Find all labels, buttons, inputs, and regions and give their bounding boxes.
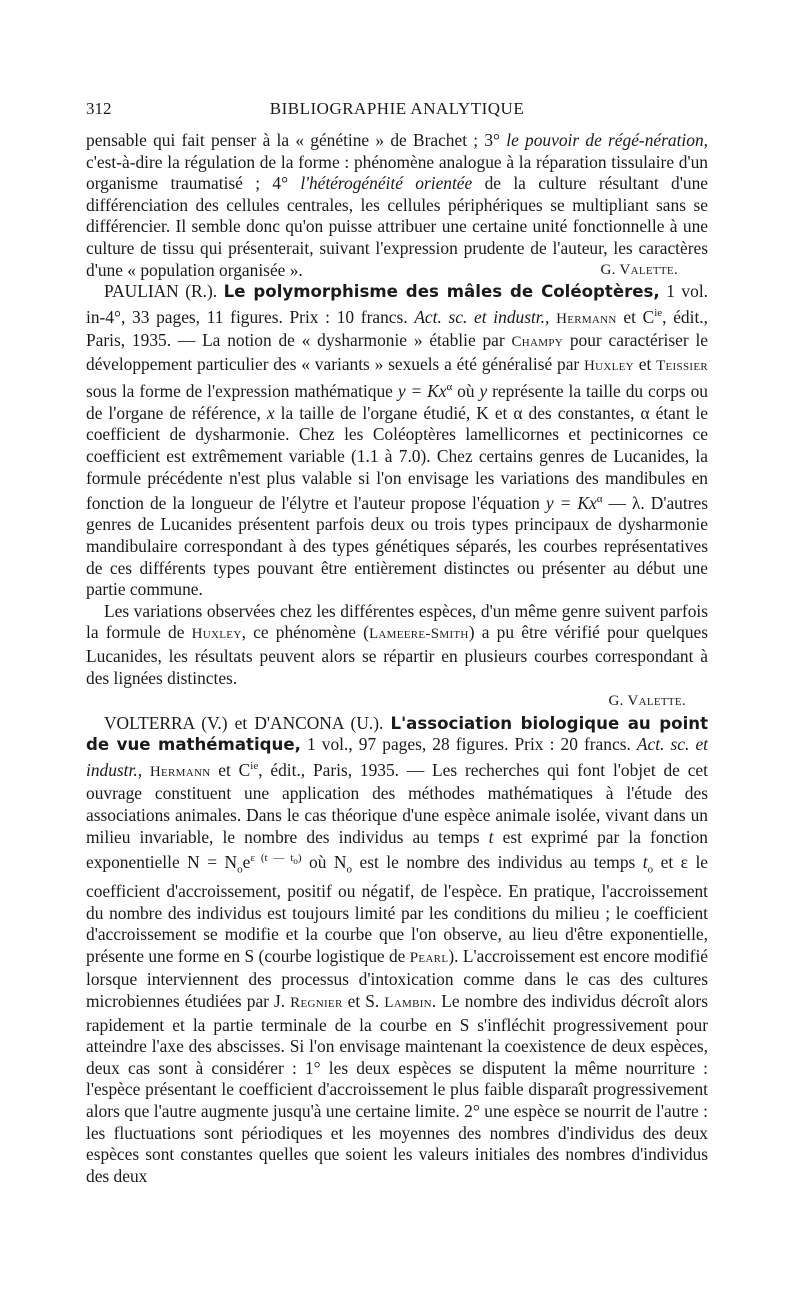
review-paragraph: Les variations observées chez les différentes espèces, d'un même genre suivent parfois la formule de Huxley, ce phénomène (Lameere-Smith) a pu être vérifié pour quelques Lucanides, les résultats peuvent alors se répartir en plusieurs courbes correspondant à des lignées distinctes.: [86, 600, 709, 688]
entry-title: Le polymorphisme des mâles de Coléoptères,: [223, 282, 660, 302]
entry-title: L'association biologique au point de vue mathématique,: [86, 713, 709, 755]
review-entry-volterra: VOLTERRA (V.) et D'ANCONA (U.). L'association biologique au point de vue mathématique, 1 vol., 97 pages, 28 figures. Prix : 20 francs. Act. sc. et industr., Hermann et $C^{ie}$, édit., Paris, 1935. — Les recherches qui font l'objet de cet ouvrage constituent une application des méthodes mathématiques à l'étude des associations animales. Dans le cas théorique d'une espèce animale isolée, vivant dans un milieu invariable, le nombre des individus au temps t est exprimé par la fonction exponentielle $N = N_oe^{\varepsilon (t — t_o)}$ où $N_o$ est le nombre des individus au temps $t_o$ et ε le coefficient d'accroissement, positif ou négatif, de l'espèce. En pratique, l'accroissement du nombre des individus est toujours limité par les conditions du milieu ; le coefficient d'accroissement se modifie et la courbe que l'on observe, au lieu d'être exponentielle, présente une forme en S (courbe logistique de Pearl). L'accroissement est encore modifié lorsque interviennent des processus d'intoxication comme dans le cas des cultures microbiennes étudiées par J. Regnier et S. Lambin. Le nombre des individus décroît alors rapidement et la partie terminale de la courbe en S s'infléchit progressivement pour atteindre l'axe des abscisses. Si l'on envisage maintenant la coexistence de deux espèces, deux cas sont à considérer : 1° les deux espèces se disputent la même nourriture : l'espèce présentant le coefficient d'accroissement le plus faible disparaît progressivement alors que l'autre augmente jusqu'à une certaine limite. 2° une espèce se nourrit de l'autre : les fluctuations sont périodiques et les moyennes des nombres d'individus des deux espèces sont constantes quelles que soient les valeurs initiales des nombres d'individus des deux: [86, 712, 709, 1186]
signature: G. Valette.: [600, 261, 678, 278]
review-entry-paulian: PAULIAN (R.). Le polymorphisme des mâles de Coléoptères, 1 vol. in-4°, 33 pages, 11 figures. Prix : 10 francs. Act. sc. et industr., Hermann et $C^{ie}$, édit., Paris, 1935. — La notion de « dysharmonie » établie par Champy pour caractériser le développement particulier des « variants » sexuels a été généralisé par Huxley et Teissier sous la forme de l'expression mathématique $y = Kx^\alpha$ où y représente la taille du corps ou de l'organe de référence, x la taille de l'organe étudié, K et α des constantes, α étant le coefficient de dysharmonie. Chez les Coléoptères lamellicornes et pectinicornes ce coefficient est extrêmement variable (1.1 à 7.0). Chez certains genres de Lucanides, la formule précédente n'est plus valable si l'on envisage les variations des mandibules en fonction de la longueur de l'élytre et l'auteur propose l'équation $y = Kx^\alpha$ — λ. D'autres genres de Lucanides présentent parfois deux ou trois types principaux de dysharmonie mandibulaire correspondant à des types génétiques séparés, les courbes représentatives de ces différents types pouvant être entièrement distinctes ou présenter au début une partie commune.: [86, 281, 708, 600]
entry-authors: PAULIAN (R.).: [104, 281, 218, 302]
entry-authors: VOLTERRA (V.) et D'ANCONA (U.).: [104, 712, 384, 733]
running-title: BIBLIOGRAPHIE ANALYTIQUE: [269, 99, 525, 118]
signature: G. Valette.: [608, 693, 686, 710]
continued-paragraph: pensable qui fait penser à la « génétine » de Brachet ; 3° le pouvoir de régé-nération, c'est-à-dire la régulation de la forme : phénomène analogue à la réparation tissulaire d'un organisme traumatisé ; 4° l'hétérogénéité orientée de la culture résultant d'une différenciation des cellules centrales, les cellules périphériques se multipliant sans se différencier. Il semble donc qu'on puisse attribuer une certaine unité fonctionnelle à une culture de tissu qui présenterait, suivant l'expression prudente de l'auteur, les caractères d'une « population organisée ». G. Valette.: [86, 130, 708, 280]
page-body: [86, 130, 708, 1187]
page-number: 312: [86, 99, 112, 118]
